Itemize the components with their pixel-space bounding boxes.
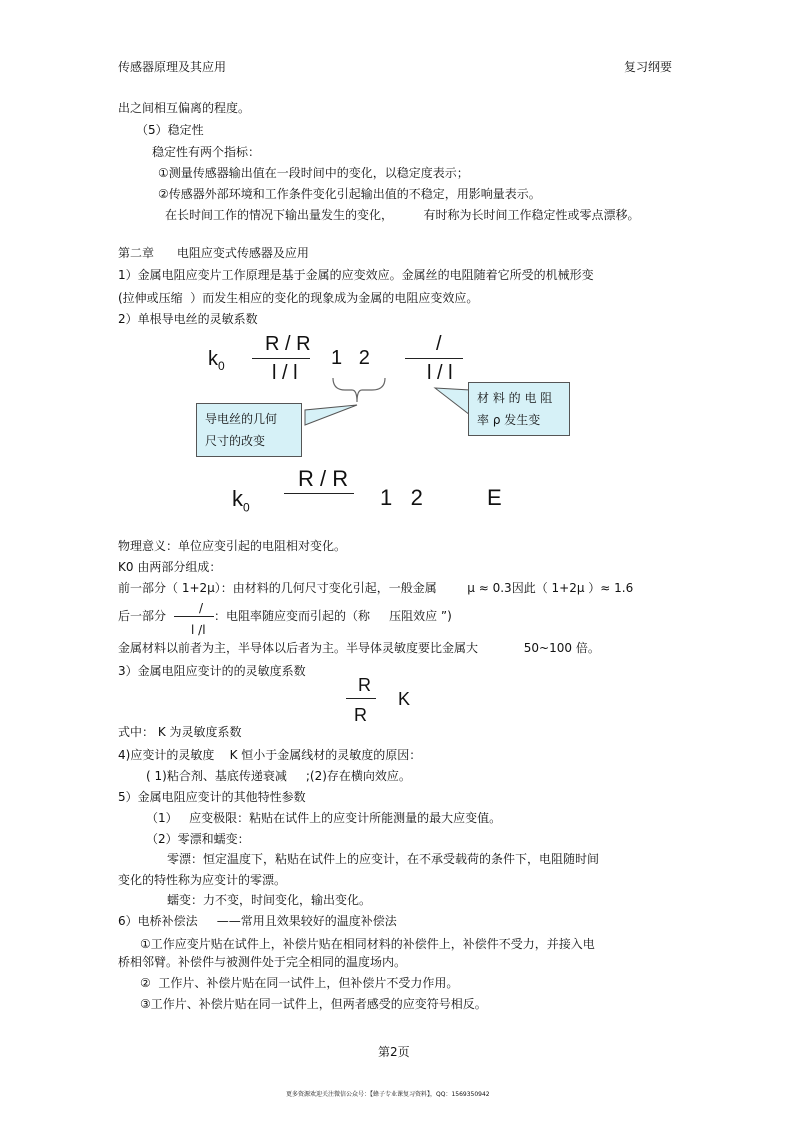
text-line: (拉伸或压缩 ）而发生相应的变化的现象成为金属的电阻应变效应。 (118, 291, 479, 305)
text-line: 稳定性有两个指标： (152, 145, 261, 159)
text-line: 出之间相互偏离的程度。 (118, 101, 251, 115)
header-section: 复习纲要 (624, 60, 673, 74)
text-line: （2）零漂和蠕变： (146, 832, 250, 846)
text-line: ②传感器外部环境和工作条件变化引起输出值的不稳定，用影响量表示。 (158, 187, 541, 201)
text-line: 式中： K 为灵敏度系数 (118, 725, 242, 739)
callout-pointers (0, 0, 792, 520)
text-line: 6）电桥补偿法 ——常用且效果较好的温度补偿法 (118, 914, 397, 928)
text-line: 4)应变计的灵敏度 K 恒小于金属线材的灵敏度的原因： (118, 748, 422, 762)
text-line: 2）单根导电丝的灵敏系数 (118, 312, 258, 326)
text-line: 前一部分（ 1+2μ）：由材料的几何尺寸变化引起，一般金属 μ ≈ 0.3因此（ 1+2μ ）≈ 1.6 (118, 581, 634, 595)
text-line: 1）金属电阻应变片工作原理是基于金属的应变效应。金属丝的电阻随着它所受的机械形变 (118, 268, 594, 282)
text-line: 桥相邻臂。补偿件与被测件处于完全相同的温度场内。 (118, 955, 407, 969)
text-line: ③工作片、补偿片贴在同一试件上，但两者感受的应变符号相反。 (140, 997, 487, 1011)
header-title: 传感器原理及其应用 (118, 60, 227, 74)
text-line: ①测量传感器输出值在一段时间中的变化，以稳定度表示； (158, 166, 469, 180)
text-line: ①工作应变片贴在试件上，补偿片贴在相同材料的补偿件上，补偿件不受力，并接入电 (140, 937, 595, 951)
text-line: 零漂：恒定温度下，粘贴在试件上的应变计，在不承受载荷的条件下，电阻随时间 (167, 852, 600, 866)
document-page: 传感器原理及其应用 复习纲要 出之间相互偏离的程度。 （5）稳定性 稳定性有两个指标： ①测量传感器输出值在一段时间中的变化，以稳定度表示； ②传感器外部环境和工作条件变化引起输出值的不稳定，用影响量表示。 在长时间工作的情况下输出量发生的变化， 有时称为长时间工作稳定性或零点漂移。 第二章 电阻应变式传感器及应用 1）金属电阻应变片工作原理是基于金属的应变效应。金属丝的电阻随着它所受的机械形变 (拉伸或压缩 ）而发生相应的变化的现象成为金属的电阻应变效应。 2）单根导电丝的灵敏系数 $k_0$ R / R l / l 1 2 / l / l 导电丝的几何 尺寸的改变 材 料 的 电 阻 率 ρ 发生变 $k_0$ R / R 1 2 E 物理意义：单位应变引起的电阻相对变化。 K0 由两部分组成： 前一部分（ 1+2μ）：由材料的几何尺寸变化引起，一般金属 μ ≈ 0.3因此（ 1+2μ ）≈ 1.6 后一部分 / l /l ：电阻率随应变而引起的（称 压阻效应 ”) 金属材料以前者为主，半导体以后者为主。半导体灵敏度要比金属大 50~100 倍。 3）金属电阻应变计的的灵敏度系数 R R K 式中： K 为灵敏度系数 4)应变计的灵敏度 K 恒小于金属线材的灵敏度的原因： ( 1)粘合剂、基底传递衰减 ;(2)存在横向效应。 5）金属电阻应变计的其他特性参数 （1） 应变极限：粘贴在试件上的应变计所能测量的最大应变值。 （2）零漂和蠕变： 零漂：恒定温度下，粘贴在试件上的应变计，在不承受载荷的条件下，电阻随时间 变化的特性称为应变计的零漂。 蠕变：力不变，时间变化，输出变化。 6）电桥补偿法 ——常用且效果较好的温度补偿法 ①工作应变片贴在试件上，补偿片贴在相同材料的补偿件上，补偿件不受力，并接入电 桥相邻臂。补偿件与被测件处于完全相同的温度场内。 ② 工作片、补偿片贴在同一试件上，但补偿片不受力作用。 ③工作片、补偿片贴在同一试件上，但两者感受的应变符号相反。 第2页 更多资源欢迎关注微信公众号：【蜂子专业课复习资料】，QQ：1569350942 (0, 0, 792, 1122)
page-number: 第2页 (378, 1045, 410, 1059)
text-line: ( 1)粘合剂、基底传递衰减 ;(2)存在横向效应。 (146, 769, 411, 783)
text-line: K0 由两部分组成： (118, 560, 222, 574)
footer-note: 更多资源欢迎关注微信公众号：【蜂子专业课复习资料】，QQ：1569350942 (286, 1091, 490, 1098)
fraction-denominator: l /l (191, 623, 206, 637)
text-line: 3）金属电阻应变计的的灵敏度系数 (118, 664, 306, 678)
fraction-numerator: / (199, 601, 204, 615)
text-line: 在长时间工作的情况下输出量发生的变化， 有时称为长时间工作稳定性或零点漂移。 (165, 208, 640, 222)
text-line: 蠕变：力不变，时间变化，输出变化。 (167, 893, 372, 907)
text-line: 变化的特性称为应变计的零漂。 (118, 873, 287, 887)
callout-resistivity: 材 料 的 电 阻 率 ρ 发生变 (468, 382, 570, 436)
chapter-heading: 第二章 电阻应变式传感器及应用 (118, 246, 309, 260)
callout-geometry: 导电丝的几何 尺寸的改变 (196, 403, 302, 457)
text-line: 5）金属电阻应变计的其他特性参数 (118, 790, 306, 804)
text-line: 金属材料以前者为主，半导体以后者为主。半导体灵敏度要比金属大 50~100 倍。 (118, 641, 600, 655)
text-line: （5）稳定性 (136, 123, 204, 137)
text-line: 后一部分 (118, 609, 167, 623)
text-line: 物理意义：单位应变引起的电阻相对变化。 (118, 539, 347, 553)
text-line: ：电阻率随应变而引起的（称 压阻效应 ”) (214, 609, 452, 623)
text-line: ② 工作片、补偿片贴在同一试件上，但补偿片不受力作用。 (140, 976, 459, 990)
text-line: （1） 应变极限：粘贴在试件上的应变计所能测量的最大应变值。 (146, 811, 502, 825)
